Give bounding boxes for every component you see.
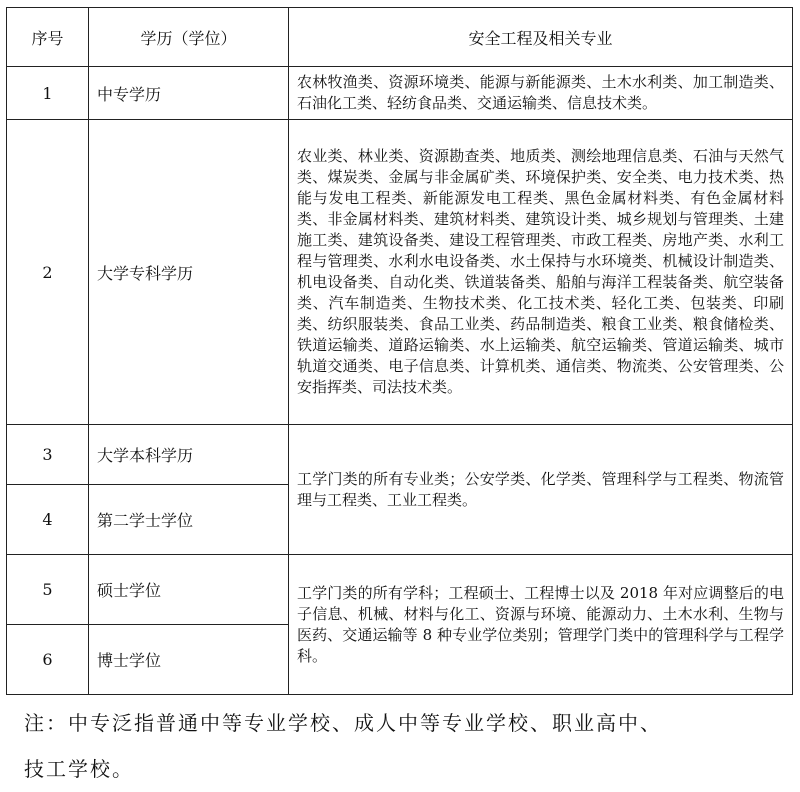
table-row bbox=[7, 555, 793, 625]
header-education: 学历（学位） bbox=[89, 8, 289, 67]
footnote-line-2: 技工学校。 bbox=[24, 757, 134, 781]
majors-table bbox=[6, 7, 793, 695]
row-no: 6 bbox=[7, 625, 89, 695]
row-majors: 农业类、林业类、资源勘查类、地质类、测绘地理信息类、石油与天然气类、煤炭类、金属与非金属矿类、环境保护类、安全类、电力技术类、热能与发电工程类、新能源发电工程类、黑色金属材料类、有色金属材料类、非金属材料类、建筑材料类、建筑设计类、城乡规划与管理类、土建施工类、建筑设备类、建设工程管理类、市政工程类、房地产类、水利工程与管理类、水利水电设备类、水土保持与水环境类、机械设计制造类、机电设备类、自动化类、铁道装备类、船舶与海洋工程装备类、航空装备类、汽车制造类、生物技术类、化工技术类、轻化工类、包装类、印刷类、纺织服装类、食品工业类、药品制造类、粮食工业类、粮食储检类、铁道运输类、道路运输类、水上运输类、航空运输类、管道运输类、城市轨道交通类、电子信息类、计算机类、通信类、物流类、公安管理类、公安指挥类、司法技术类。 bbox=[289, 120, 793, 425]
row-majors: 农林牧渔类、资源环境类、能源与新能源类、土木水利类、加工制造类、石油化工类、轻纺食品类、交通运输类、信息技术类。 bbox=[289, 67, 793, 120]
row-no: 3 bbox=[7, 425, 89, 485]
row-education: 大学专科学历 bbox=[89, 120, 289, 425]
row-education: 博士学位 bbox=[89, 625, 289, 695]
header-no: 序号 bbox=[7, 8, 89, 67]
row-education: 硕士学位 bbox=[89, 555, 289, 625]
merged-majors-bachelor: 工学门类的所有专业类；公安学类、化学类、管理科学与工程类、物流管理与工程类、工业工程类。 bbox=[289, 425, 793, 555]
row-education: 大学本科学历 bbox=[89, 425, 289, 485]
footnote bbox=[24, 700, 784, 792]
table-header-row bbox=[7, 8, 793, 67]
header-majors: 安全工程及相关专业 bbox=[289, 8, 793, 67]
row-no: 5 bbox=[7, 555, 89, 625]
merged-majors-graduate: 工学门类的所有学科；工程硕士、工程博士以及 2018 年对应调整后的电子信息、机械、材料与化工、资源与环境、能源动力、土木水利、生物与医药、交通运输等 8 种专业学位类别；管理学门类中的管理科学与工程学科。 bbox=[289, 555, 793, 695]
table-row bbox=[7, 425, 793, 485]
table-row bbox=[7, 120, 793, 425]
row-no: 1 bbox=[7, 67, 89, 120]
footnote-line-1: 注：中专泛指普通中等专业学校、成人中等专业学校、职业高中、 bbox=[24, 711, 662, 735]
row-education: 中专学历 bbox=[89, 67, 289, 120]
row-no: 4 bbox=[7, 485, 89, 555]
row-education: 第二学士学位 bbox=[89, 485, 289, 555]
table-row bbox=[7, 67, 793, 120]
row-no: 2 bbox=[7, 120, 89, 425]
